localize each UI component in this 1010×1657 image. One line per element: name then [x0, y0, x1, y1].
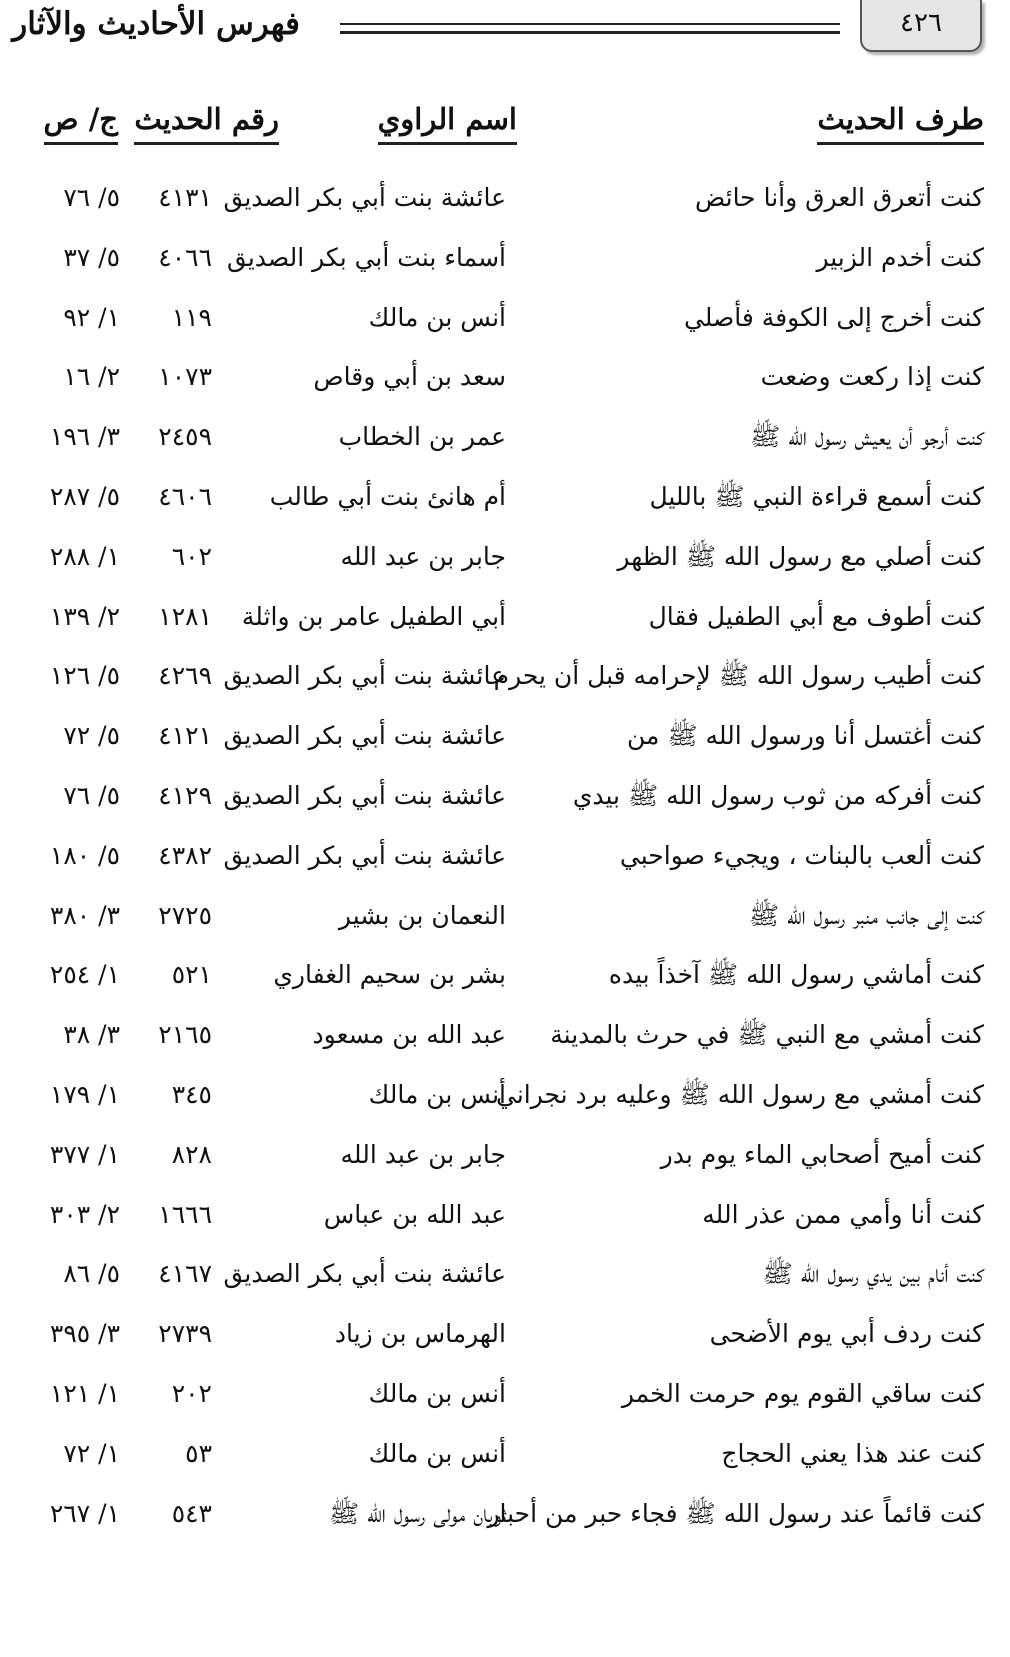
hadith-number-cell: ٢٤٥٩ [158, 422, 212, 452]
hadith-cell: كنت إلى جانب منبر رسول الله ﷺ [748, 900, 984, 930]
narrator-cell: أبي الطفيل عامر بن واثلة [241, 601, 506, 631]
table-row [0, 597, 1010, 657]
volume-page-cell: ٥/ ١٢٦ [49, 661, 120, 691]
hadith-cell: كنت أميح أصحابي الماء يوم بدر [660, 1139, 984, 1169]
table-row [0, 1374, 1010, 1434]
page-header [0, 0, 1010, 80]
hadith-cell: كنت أنام بين يدي رسول الله ﷺ [762, 1259, 984, 1289]
hadith-number-cell: ٢٧٢٥ [158, 900, 212, 930]
narrator-cell: أم هانئ بنت أبي طالب [269, 481, 506, 511]
narrator-cell: جابر بن عبد الله [340, 1139, 506, 1169]
volume-page-cell: ١/ ١٧٩ [49, 1079, 120, 1109]
volume-page-cell: ١/ ٣٧٧ [49, 1139, 120, 1169]
hadith-number-cell: ٤١٣١ [158, 183, 212, 212]
volume-page-cell: ٢/ ٣٠٣ [49, 1199, 120, 1229]
table-row [0, 537, 1010, 597]
table-row [0, 896, 1010, 956]
table-row [0, 955, 1010, 1015]
header-rule-top [340, 23, 840, 25]
narrator-cell: عائشة بنت أبي بكر الصديق [223, 1259, 506, 1289]
volume-page-cell: ٣/ ٣٨٠ [49, 900, 120, 930]
table-row [0, 656, 1010, 716]
hadith-number-cell: ١١٩ [171, 302, 212, 332]
volume-page-cell: ٥/ ٢٨٧ [49, 481, 120, 511]
hadith-cell: كنت إذا ركعت وضعت [760, 362, 984, 392]
narrator-cell: عائشة بنت أبي بكر الصديق [223, 721, 506, 751]
column-header-narrator: اسم الراوي [378, 102, 517, 145]
table-row [0, 1135, 1010, 1195]
column-header-hadith: طرف الحديث [817, 102, 984, 145]
table-row [0, 178, 1010, 238]
hadith-cell: كنت عند هذا يعني الحجاج [721, 1438, 984, 1468]
narrator-cell: أنس بن مالك [368, 1378, 506, 1408]
hadith-number-cell: ٤٣٨٢ [158, 840, 212, 870]
hadith-number-cell: ٥٢١ [171, 960, 212, 990]
narrator-cell: ثوبان مولى رسول الله ﷺ [328, 1498, 506, 1528]
hadith-cell: كنت ألعب بالبنات ، ويجيء صواحبي [619, 840, 984, 870]
hadith-number-cell: ٤٦٠٦ [158, 481, 212, 511]
hadith-number-cell: ١٦٦٦ [158, 1199, 212, 1229]
hadith-cell: كنت أفركه من ثوب رسول الله ﷺ بيدي [572, 780, 984, 810]
hadith-number-cell: ٤٠٦٦ [158, 242, 212, 272]
narrator-cell: عمر بن الخطاب [338, 422, 506, 452]
hadith-cell: كنت أخدم الزبير [816, 242, 984, 272]
volume-page-cell: ٥/ ٧٦ [63, 183, 120, 212]
hadith-number-cell: ١٢٨١ [158, 601, 212, 631]
volume-page-cell: ٣/ ٣٨ [63, 1020, 120, 1050]
narrator-cell: أنس بن مالك [368, 1079, 506, 1109]
table-row [0, 238, 1010, 298]
hadith-cell: كنت قائماً عند رسول الله ﷺ فجاء حبر من أحبار [487, 1498, 984, 1528]
hadith-cell: كنت أطيب رسول الله ﷺ لإحرامه قبل أن يحرم [493, 661, 984, 691]
narrator-cell: عائشة بنت أبي بكر الصديق [223, 780, 506, 810]
volume-page-cell: ٢/ ١٦ [63, 362, 120, 392]
hadith-cell: كنت أسمع قراءة النبي ﷺ بالليل [649, 481, 984, 511]
volume-page-cell: ١/ ٧٢ [63, 1438, 120, 1468]
narrator-cell: عبد الله بن مسعود [312, 1020, 506, 1050]
hadith-number-cell: ٨٢٨ [171, 1139, 212, 1169]
table-row [0, 1075, 1010, 1135]
table-body [0, 178, 1010, 1553]
volume-page-cell: ١/ ٢٨٨ [49, 541, 120, 571]
hadith-cell: كنت أماشي رسول الله ﷺ آخذاً بيده [608, 960, 984, 990]
hadith-cell: كنت أغتسل أنا ورسول الله ﷺ من [626, 721, 984, 751]
table-row [0, 716, 1010, 776]
narrator-cell: أنس بن مالك [368, 302, 506, 332]
volume-page-cell: ١/ ١٢١ [49, 1378, 120, 1408]
hadith-cell: كنت ردف أبي يوم الأضحى [709, 1319, 984, 1349]
column-header-reference: ج/ ص [44, 102, 118, 145]
table-row [0, 357, 1010, 417]
hadith-cell: كنت أطوف مع أبي الطفيل فقال [648, 601, 984, 631]
table-row [0, 1314, 1010, 1374]
narrator-cell: أنس بن مالك [368, 1438, 506, 1468]
table-row [0, 298, 1010, 358]
table-row [0, 1434, 1010, 1494]
volume-page-cell: ٥/ ١٨٠ [49, 840, 120, 870]
narrator-cell: عائشة بنت أبي بكر الصديق [223, 840, 506, 870]
hadith-cell: كنت أرجو أن يعيش رسول الله ﷺ [750, 422, 984, 452]
table-row [0, 417, 1010, 477]
header-rule-bottom [340, 31, 840, 34]
hadith-number-cell: ٤١٢١ [158, 721, 212, 751]
hadith-cell: كنت أخرج إلى الكوفة فأصلي [683, 302, 984, 332]
hadith-cell: كنت أتعرق العرق وأنا حائض [694, 183, 984, 212]
hadith-number-cell: ٤١٦٧ [158, 1259, 212, 1289]
narrator-cell: عائشة بنت أبي بكر الصديق [223, 183, 506, 212]
hadith-number-cell: ٢٧٣٩ [158, 1319, 212, 1349]
narrator-cell: بشر بن سحيم الغفاري [273, 960, 506, 990]
hadith-cell: كنت أمشي مع النبي ﷺ في حرث بالمدينة [550, 1020, 984, 1050]
narrator-cell: عبد الله بن عباس [323, 1199, 506, 1229]
volume-page-cell: ٣/ ١٩٦ [49, 422, 120, 452]
volume-page-cell: ٣/ ٣٩٥ [49, 1319, 120, 1349]
hadith-number-cell: ٥٤٣ [171, 1498, 212, 1528]
hadith-number-cell: ٤٢٦٩ [158, 661, 212, 691]
page-number-tab: ٤٢٦ [860, 0, 982, 52]
volume-page-cell: ١/ ٢٦٧ [49, 1498, 120, 1528]
page-title: فهرس الأحاديث والآثار [12, 6, 300, 42]
hadith-number-cell: ٢١٦٥ [158, 1020, 212, 1050]
table-row [0, 1195, 1010, 1255]
volume-page-cell: ١/ ٢٥٤ [49, 960, 120, 990]
hadith-cell: كنت ساقي القوم يوم حرمت الخمر [621, 1378, 984, 1408]
volume-page-cell: ٥/ ٣٧ [63, 242, 120, 272]
narrator-cell: عائشة بنت أبي بكر الصديق [223, 661, 506, 691]
volume-page-cell: ٥/ ٧٢ [63, 721, 120, 751]
narrator-cell: الهرماس بن زياد [334, 1319, 506, 1349]
table-row [0, 836, 1010, 896]
table-row [0, 477, 1010, 537]
column-header-number: رقم الحديث [134, 102, 279, 145]
volume-page-cell: ١/ ٩٢ [63, 302, 120, 332]
narrator-cell: جابر بن عبد الله [340, 541, 506, 571]
hadith-cell: كنت أمشي مع رسول الله ﷺ وعليه برد نجراني [495, 1079, 984, 1109]
hadith-number-cell: ٦٠٢ [171, 541, 212, 571]
hadith-number-cell: ٢٠٢ [171, 1378, 212, 1408]
hadith-number-cell: ٤١٢٩ [158, 780, 212, 810]
narrator-cell: النعمان بن بشير [338, 900, 506, 930]
table-row [0, 776, 1010, 836]
narrator-cell: أسماء بنت أبي بكر الصديق [226, 242, 506, 272]
volume-page-cell: ٢/ ١٣٩ [49, 601, 120, 631]
hadith-number-cell: ٥٣ [185, 1438, 212, 1468]
narrator-cell: سعد بن أبي وقاص [313, 362, 506, 392]
volume-page-cell: ٥/ ٨٦ [63, 1259, 120, 1289]
hadith-cell: كنت أصلي مع رسول الله ﷺ الظهر [617, 541, 984, 571]
table-row [0, 1494, 1010, 1554]
table-row [0, 1015, 1010, 1075]
volume-page-cell: ٥/ ٧٦ [63, 780, 120, 810]
hadith-number-cell: ١٠٧٣ [158, 362, 212, 392]
hadith-cell: كنت أنا وأمي ممن عذر الله [702, 1199, 984, 1229]
table-row [0, 1254, 1010, 1314]
hadith-number-cell: ٣٤٥ [171, 1079, 212, 1109]
